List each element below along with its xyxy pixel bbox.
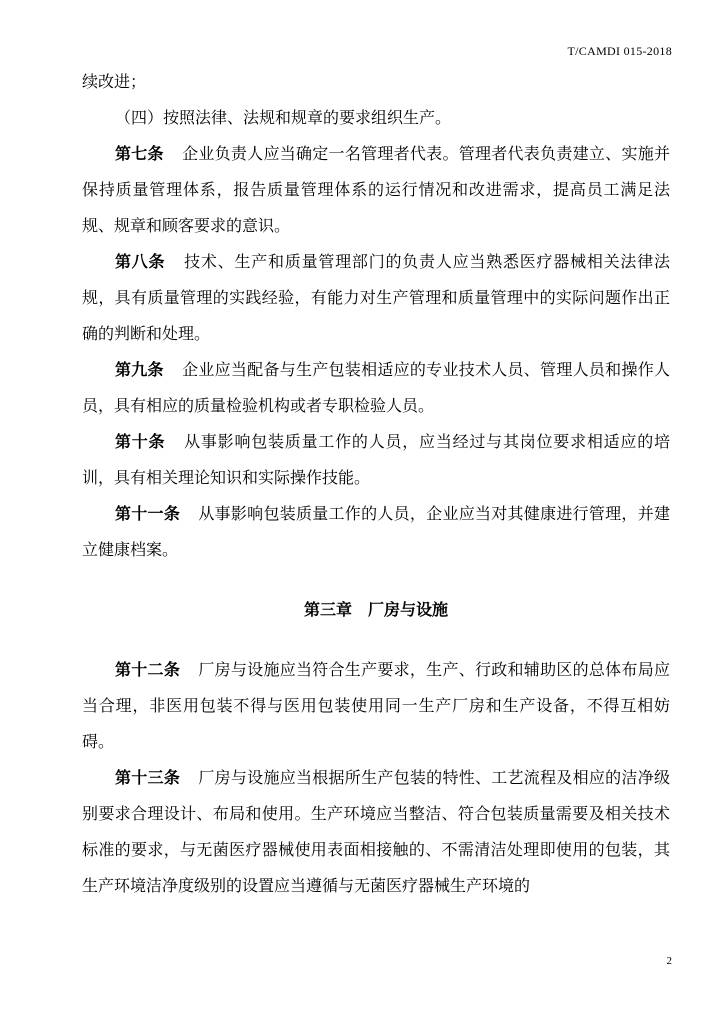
article-7 [82,136,670,244]
paragraph-text: 技术、生产和质量管理部门的负责人应当熟悉医疗器械相关法律法规，具有质量管理的实践经验，有能力对生产管理和质量管理中的实际问题作出正确的判断和处理。 [82,252,670,343]
article-12 [82,652,670,760]
paragraph-text: 续改进； [82,72,147,91]
article-label: 第十一条 [115,504,181,523]
article-label: 第十条 [115,432,166,451]
chapter-title: 厂房与设施 [368,600,449,619]
chapter-heading [82,592,670,628]
page-number: 2 [666,955,672,967]
article-label: 第十三条 [115,768,181,787]
article-10 [82,424,670,496]
list-item-four [82,100,670,136]
article-9 [82,352,670,424]
paragraph-text: （四）按照法律、法规和规章的要求组织生产。 [115,108,452,127]
document-code: T/CAMDI 015-2018 [567,44,672,58]
article-label: 第七条 [115,144,164,163]
article-label: 第十二条 [115,660,181,679]
paragraph-text: 企业负责人应当确定一名管理者代表。管理者代表负责建立、实施并保持质量管理体系，报告质量管理体系的运行情况和改进需求，提高员工满足法规、规章和顾客要求的意识。 [82,144,670,235]
continuation-paragraph [82,64,670,100]
paragraph-text: 从事影响包装质量工作的人员，应当经过与其岗位要求相适应的培训，具有相关理论知识和实际操作技能。 [82,432,670,487]
article-11 [82,496,670,568]
chapter-number: 第三章 [303,600,352,619]
paragraph-text: 从事影响包装质量工作的人员，企业应当对其健康进行管理，并建立健康档案。 [82,504,670,559]
article-label: 第八条 [115,252,166,271]
article-label: 第九条 [115,360,164,379]
paragraph-text: 厂房与设施应当符合生产要求，生产、行政和辅助区的总体布局应当合理，非医用包装不得与医用包装使用同一生产厂房和生产设备，不得互相妨碍。 [82,660,670,751]
paragraph-text: 企业应当配备与生产包装相适应的专业技术人员、管理人员和操作人员，具有相应的质量检验机构或者专职检验人员。 [82,360,670,415]
document-body [82,64,670,904]
article-13 [82,760,670,904]
paragraph-text: 厂房与设施应当根据所生产包装的特性、工艺流程及相应的洁净级别要求合理设计、布局和使用。生产环境应当整洁、符合包装质量需要及相关技术标准的要求，与无菌医疗器械使用表面相接触的、不需清洁处理即使用的包装，其生产环境洁净度级别的设置应当遵循与无菌医疗器械生产环境的 [82,768,670,895]
article-8 [82,244,670,352]
